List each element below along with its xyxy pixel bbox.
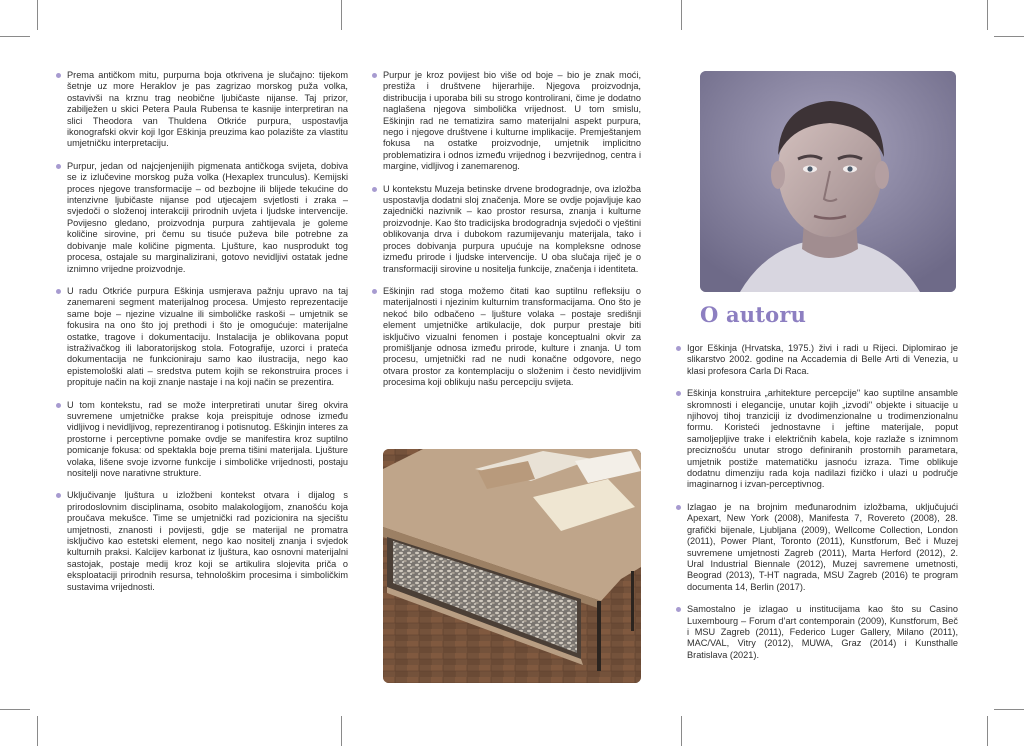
paragraph: Purpur je kroz povijest bio više od boje – bio je znak moći, prestiža i društvene hijerarhije. Njegova proizvodnja, distribucija i uporaba bili su strogo kontrolirani, čime je dodatno naglašena njegova simbolička vrijednost. U tom smislu, Eškinjin rad ne tematizira samo materijalni aspekt purpura, nego i njegove društvene i kulturne implikacije. Premještanjem fokusa na ostatke proizvodnje, umjetnik implicitno problematizira i odnos između vrijednog i bezvrijednog, centra i margine, vidljivog i zanemarenog. xyxy=(372,70,641,173)
crop-mark xyxy=(341,716,342,746)
middle-column xyxy=(372,70,641,389)
crop-mark xyxy=(681,0,682,30)
portrait-illustration xyxy=(700,71,956,292)
crop-mark xyxy=(994,709,1024,710)
paragraph: Purpur, jedan od najcjenjenijih pigmenata antičkoga svijeta, dobiva se iz izlučevine morskog puža volka (Hexaplex trunculus). Kemijski proces njegove transformacije – od bezbojne ili blijede tekućine do intenzivne ljubičaste nijanse pod utjecajem svjetlosti i zraka – svjedoči o složenoj interakciji prirodnih uvjeta i ljudske intervencije. Povijesno gledano, proizvodnja purpura zahtijevala je goleme količine sirovine, pri čemu su tisuće puževa bile potrebne za dobivanje male količine pigmenta. Ljušture, kao nusprodukt tog procesa, ostajale su marginalizirani, gotovo nevidljivi ostatak jedne iznimno vrijedne proizvodnje. xyxy=(56,161,348,275)
crop-mark xyxy=(994,36,1024,37)
crop-mark xyxy=(987,716,988,746)
crop-mark xyxy=(37,0,38,30)
paragraph: U radu Otkriće purpura Eškinja usmjerava pažnju upravo na taj zanemareni segment materijalnog procesa. Umjesto reprezentacije same boje – njezine vizualne ili simboličke raskoši – umjetnik se fokusira na ono što joj prethodi i što je omogućuje: materijalne ostatke, tragove i dokumentaciju. Instalacija je oblikovana poput istraživačkog ili laboratorijskog stola. Fotografije, uzorci i prateća dokumentacija ne funkcioniraju samo kao ilustracija, nego kao epistemološki alati – sredstva putem kojih se rekonstruira proces i propituje način na koji znanje nastaje i na koji način se prezentira. xyxy=(56,286,348,389)
crop-mark xyxy=(681,716,682,746)
paragraph: U kontekstu Muzeja betinske drvene brodogradnje, ova izložba uspostavlja dodatni sloj značenja. More se ovdje pojavljuje kao zajednički nazivnik – kao prostor resursa, znanja i kulturne proizvodnje. Kao što tradicijska brodogradnja svjedoči o vještini oblikovanja drva i dubokom razumijevanju materijala, tako i proces dobivanja purpura upućuje na kompleksne odnose između prirode i ljudske intervencije. U oba slučaja riječ je o transformaciji sirovine u nositelja funkcije, značenja i identiteta. xyxy=(372,184,641,275)
left-column xyxy=(56,70,348,593)
paragraph: Samostalno je izlagao u institucijama kao što su Casino Luxembourg – Forum d’art contemporain (2009), Kunstforum, Beč i MSU Zagreb (2011), Federico Luger Gallery, Milano (2011), MAC/VAL, Vitry (2012), MUWA, Graz (2014) i Kunsthalle Bratislava (2021). xyxy=(676,604,958,661)
paragraph: Prema antičkom mitu, purpurna boja otkrivena je slučajno: tijekom šetnje uz more Heraklov je pas zagrizao morskog puža volka, ostavivši na krznu trag neobične ljubičaste nijanse. Taj prizor, zabilježen u skici Petera Paula Rubensa te kasnije interpretiran na slici Theodora van Thuldena Otkriće purpura, uspostavlja ikonografski okvir koji Igor Eškinja preuzima kao polazište za vlastitu umjetničku interpretaciju. xyxy=(56,70,348,150)
crop-mark xyxy=(0,36,30,37)
crop-mark xyxy=(37,716,38,746)
crop-mark xyxy=(0,709,30,710)
crop-mark xyxy=(987,0,988,30)
installation-illustration xyxy=(383,449,641,683)
paragraph: Izlagao je na brojnim međunarodnim izložbama, uključujući Apexart, New York (2008), Manifesta 7, Rovereto (2008), 28. grafički bijenale, Ljubljana (2009), Wellcome Collection, London (2011), Power Plant, Toronto (2011), Kunstforum, Beč i Muzej suvremene umjetnosti Zagreb (2011), Marta Herford (2012), 2. Ural Industrial Biennale (2012), Muzej savremene umetnosti, Beograd (2013), T-HT nagrada, MSU Zagreb (2016) te program documenta 14, Berlin (2017). xyxy=(676,502,958,593)
crop-mark xyxy=(341,0,342,30)
author-portrait xyxy=(700,71,956,292)
paragraph: Eškinjin rad stoga možemo čitati kao suptilnu refleksiju o materijalnosti i njezinim kulturnim transformacijama. Ono što je nekoć bilo odbačeno – ljušture volaka – postaje središnji element umjetničke artikulacije, dok purpur prestaje biti isključivo vizualni fenomen i postaje konceptualni okvir za promišljanje odnosa između prirode, kulture i znanja. U tom procesu, umjetnički rad ne nudi konačne odgovore, nego otvara prostor za kontemplaciju o složenim i često nevidljivim procesima koji oblikuju našu percepciju svijeta. xyxy=(372,286,641,389)
paragraph: Uključivanje ljuštura u izložbeni kontekst otvara i dijalog s prirodoslovnim disciplinama, osobito malakologijom, znanošću koja proučava mekušce. Time se umjetnički rad pozicionira na sjecištu umjetnosti, znanosti i povijesti, gdje se materijal ne promatra isključivo kao estetski element, nego kao nositelj znanja i svjedok kulturnih praksi. Kalcijev karbonat iz ljuštura, kao osnovni materijalni sastojak, postaje medij kroz koji se artikulira slojevita priča o eksploataciji prirodnih resursa, tehnološkim procesima i simboličkim sustavima vrijednosti. xyxy=(56,490,348,593)
paragraph: Igor Eškinja (Hrvatska, 1975.) živi i radi u Rijeci. Diplomirao je slikarstvo 2002. godine na Accademia di Belle Arti di Venezia, u klasi profesora Carla Di Raca. xyxy=(676,343,958,377)
section-heading-about-author: O autoru xyxy=(700,302,807,327)
paragraph: U tom kontekstu, rad se može interpretirati unutar šireg okvira suvremene umjetničke prakse koja preispituje odnose između vidljivog i nevidljivog, reprezentiranog i potisnutog. Eškinjin interes za prostorne i perceptivne pomake ovdje se manifestira kroz suptilno pomicanje fokusa: od spektakla boje prema tišini materijala. Ljušture volaka, lišene svoje izvorne funkcije i simboličke vrijednosti, postaju nositelji nove narativne strukture. xyxy=(56,400,348,480)
right-column xyxy=(676,343,958,661)
installation-photo xyxy=(383,449,641,683)
paragraph: Eškinja konstruira „arhitekture percepcije" kao suptilne ansamble skromnosti i elegancije, unutar kojih „izvodi" objekte i situacije u njihovoj tihoj tranziciji iz dvodimenzionalne u trodimenzionalnu formu. Koristeći jednostavne i jeftine materijale, poput samoljepljive trake i električnih kabela, koje razlaže s iznimnom preciznošću unutar strogo definiranih prostornih parametara, umjetnik postiže matematičku jasnoću izraza. Time oblikuje dodatnu dimenziju rada koja nadilazi fizičko i ulazi u područje imaginarnog i izvan-perceptivnog. xyxy=(676,388,958,491)
